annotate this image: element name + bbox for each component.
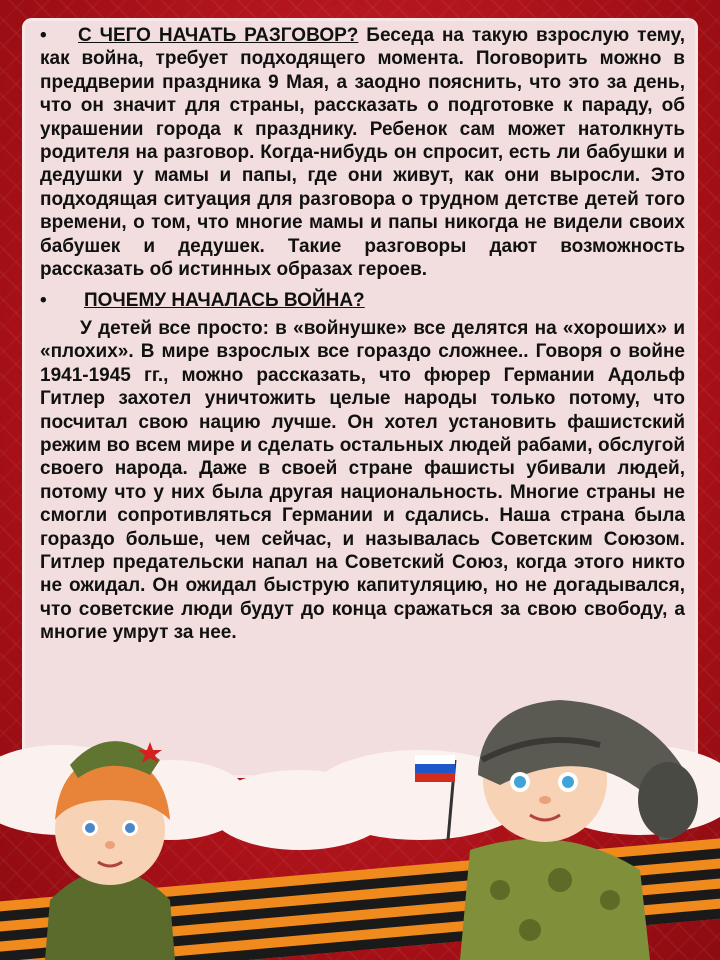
section-2-text: У детей все просто: в «войнушке» все делятся на «хороших» и «плохих». В мире взрослых все гораздо сложнее.. Говоря о войне 1941-1945 гг., можно рассказать, что фюрер Германии Адольф Гитлер захотел уничтожить целые народы только потому, что посчитал свою нацию лучше. Он хотел установить фашистский режим во всем мире и сделать остальных людей рабами, обслугой своего народа. Даже в своей стране фашисты убивали людей, потому что у них была другая национальность. Многие страны не смогли сопротивляться Германии и сдались. Наша страна была гораздо больше, чем сейчас, и называлась Советским Союзом. Гитлер предательски напал на Советский Союз, когда этого никто не ожидал. Он ожидал быструю капитуляцию, но не догадывался, что советские люди будут до конца сражаться за свою свободу, а многие умрут за нее. bbox=[40, 317, 685, 644]
section-2-heading: ПОЧЕМУ НАЧАЛАСЬ ВОЙНА? bbox=[84, 290, 365, 312]
section-1-text: Беседа на такую взрослую тему, как война, требует подходящего момента. Поговорить можно в преддверии праздника 9 Мая, а заодно пояснить, что это за день, что он значит для страны, рассказать о подготовке к параду, об украшении города к празднику. Ребенок сам может натолкнуть родителя на разговор. Когда-нибудь он спросит, есть ли бабушки и дедушки у мамы и папы, где они живут, как они выросли. Это подходящая ситуация для разговора о трудном детстве детей того времени, о том, что многие мамы и папы никогда не видели своих бабушек и дедушек. Такие разговоры дают возможность рассказать об истинных образах героев. bbox=[40, 25, 685, 281]
bullet-marker: • bbox=[40, 25, 47, 46]
article-content bbox=[40, 24, 685, 645]
bullet-marker: • bbox=[40, 290, 47, 312]
section-1-heading: С ЧЕГО НАЧАТЬ РАЗГОВОР? bbox=[78, 25, 359, 46]
bottom-decoration bbox=[0, 700, 720, 960]
section-2-heading-line bbox=[40, 289, 685, 312]
section-2 bbox=[40, 317, 685, 645]
section-1 bbox=[40, 24, 685, 281]
